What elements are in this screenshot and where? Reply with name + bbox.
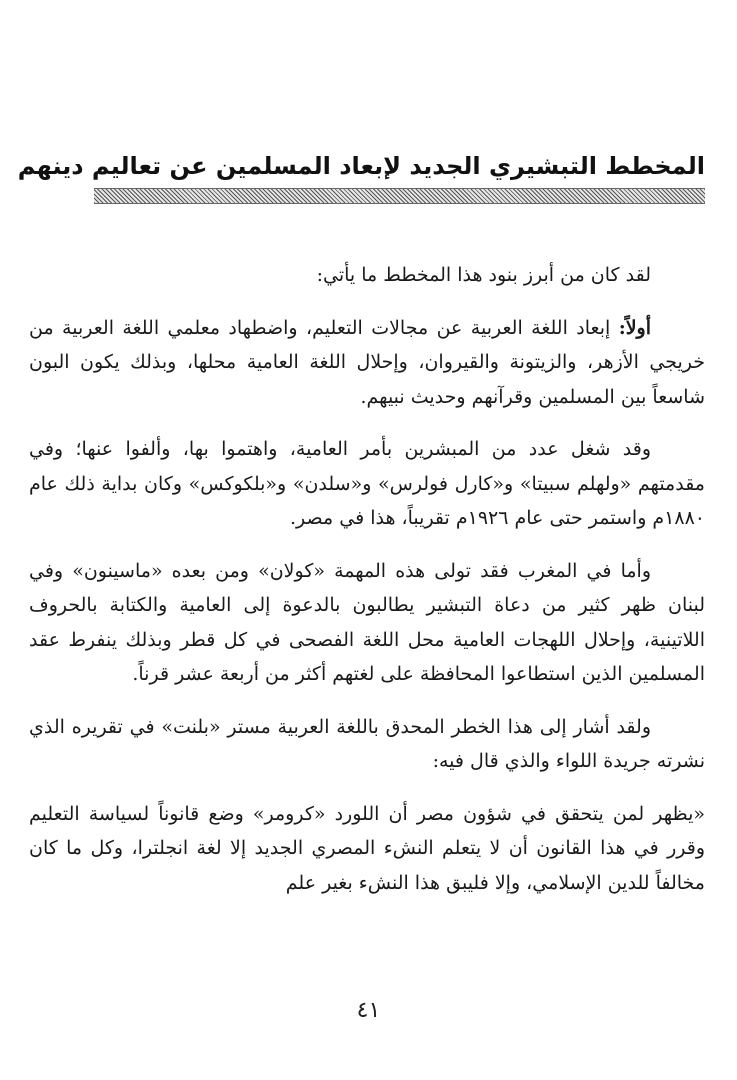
chapter-title: المخطط التبشيري الجديد لإبعاد المسلمين عن تعاليم دينهم: [17, 152, 705, 180]
paragraph-text: ولقد أشار إلى هذا الخطر المحدق باللغة العربية مستر «بلنت» في تقريره الذي نشرته جريدة اللواء والذي قال فيه:: [29, 715, 705, 772]
header-divider: [94, 188, 705, 204]
paragraph-text: وقد شغل عدد من المبشرين بأمر العامية، واهتموا بها، وألفوا عنها؛ وفي مقدمتهم «ولهلم سبيتا» و«كارل فولرس» و«سلدن» و«بلكوكس» وكان بداية ذلك عام ١٨٨٠م واستمر حتى عام ١٩٢٦م تقريباً، هذا في مصر.: [29, 438, 705, 529]
paragraph-text: «يظهر لمن يتحقق في شؤون مصر أن اللورد «كرومر» وضع قانوناً لسياسة التعليم وقرر في هذا القانون أن لا يتعلم النشء المصري الجديد إلا لغة انجلترا، وكل ما كان مخالفاً للدين الإسلامي، وإلا فليبق هذا النشء بغير علم: [29, 802, 705, 894]
paragraph-blunt: [29, 710, 705, 779]
paragraph-quote: [29, 797, 705, 901]
paragraph-text: لقد كان من أبرز بنود هذا المخطط ما يأتي:: [316, 264, 651, 286]
paragraph-maghreb: [29, 554, 705, 692]
paragraph-text: إبعاد اللغة العربية عن مجالات التعليم، واضطهاد معلمي اللغة العربية من خريجي الأزهر، والزيتونة والقيروان، وإحلال اللغة العامية محلها، وبذلك يكون البون شاسعاً بين المسلمين وقرآنهم وحديث نبيهم.: [29, 316, 705, 408]
paragraph-first-point: [29, 311, 705, 415]
paragraph-text: وأما في المغرب فقد تولى هذه المهمة «كولان» ومن بعده «ماسينون» وفي لبنان ظهر كثير من دعاة التبشير يطالبون بالدعوة إلى العامية والكتابة بالحروف اللاتينية، وإحلال اللهجات العامية محل اللغة الفصحى في كل قطر وبذلك ينفرط عقد المسلمين الذين استطاعوا المحافظة على لغتهم أكثر من أربعة عشر قرناً.: [29, 559, 705, 685]
page-body: [29, 258, 705, 918]
paragraph-missionaries: [29, 432, 705, 536]
paragraph-lead: أولاً:: [618, 316, 651, 339]
paragraph-intro: [29, 258, 705, 293]
page-number: ٤١: [356, 998, 381, 1023]
